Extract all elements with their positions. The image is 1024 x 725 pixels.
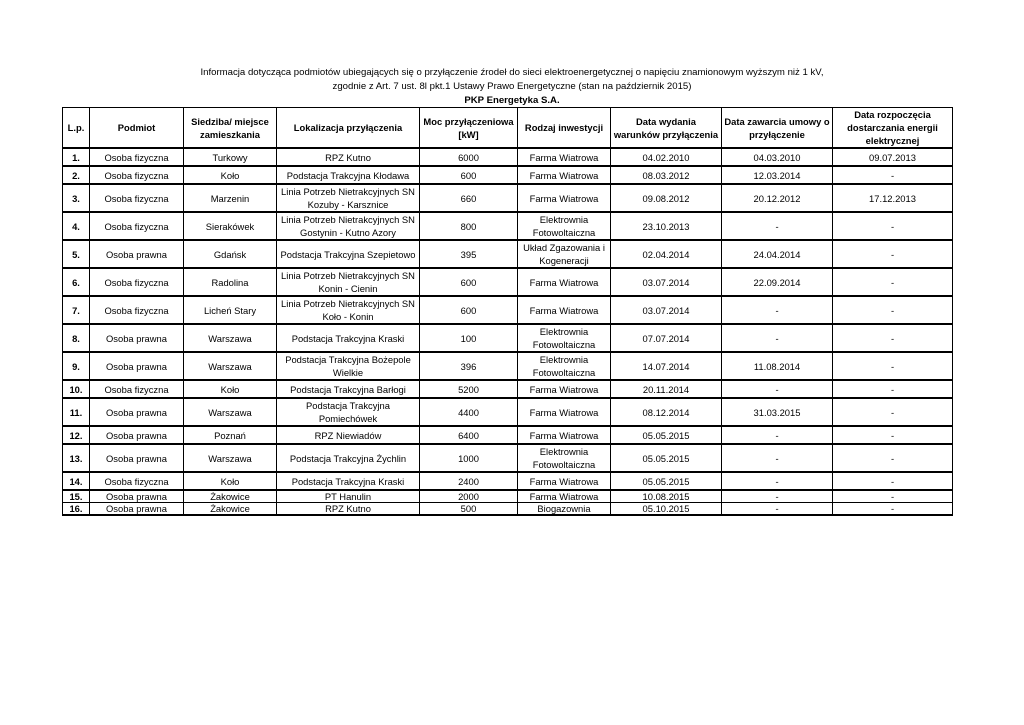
table-row [63, 296, 953, 324]
cell-moc: 6400 [420, 426, 518, 444]
cell-rodzaj: Farma Wiatrowa [518, 268, 611, 296]
cell-moc: 6000 [420, 148, 518, 166]
cell-data-warunkow: 07.07.2014 [611, 324, 722, 352]
cell-data-warunkow: 02.04.2014 [611, 240, 722, 268]
cell-data-umowy: - [722, 444, 833, 472]
col-header-moc: Moc przyłączeniowa [kW] [420, 108, 518, 149]
cell-siedziba: Sierakówek [184, 212, 277, 240]
cell-data-umowy: 22.09.2014 [722, 268, 833, 296]
cell-lp: 14. [63, 472, 90, 490]
cell-data-umowy: 20.12.2012 [722, 184, 833, 212]
cell-moc: 5200 [420, 380, 518, 398]
cell-rodzaj: Farma Wiatrowa [518, 398, 611, 426]
cell-lokalizacja: Podstacja Trakcyjna Barłogi [277, 380, 420, 398]
cell-lokalizacja: Linia Potrzeb Nietrakcyjnych SN Konin - Cienin [277, 268, 420, 296]
cell-lp: 12. [63, 426, 90, 444]
cell-data-umowy: - [722, 426, 833, 444]
cell-lokalizacja: Linia Potrzeb Nietrakcyjnych SN Kozuby - Karsznice [277, 184, 420, 212]
col-header-lokalizacja: Lokalizacja przyłączenia [277, 108, 420, 149]
cell-data-warunkow: 03.07.2014 [611, 296, 722, 324]
cell-moc: 500 [420, 503, 518, 516]
cell-lokalizacja: Linia Potrzeb Nietrakcyjnych SN Koło - Konin [277, 296, 420, 324]
cell-siedziba: Gdańsk [184, 240, 277, 268]
table-row [63, 503, 953, 516]
col-header-data-umowy: Data zawarcia umowy o przyłączenie [722, 108, 833, 149]
table-row [63, 444, 953, 472]
cell-lokalizacja: Podstacja Trakcyjna Pomiechówek [277, 398, 420, 426]
cell-data-umowy: 24.04.2014 [722, 240, 833, 268]
cell-podmiot: Osoba fizyczna [90, 380, 184, 398]
cell-lp: 10. [63, 380, 90, 398]
cell-moc: 396 [420, 352, 518, 380]
cell-lp: 6. [63, 268, 90, 296]
cell-rodzaj: Farma Wiatrowa [518, 166, 611, 184]
cell-podmiot: Osoba fizyczna [90, 148, 184, 166]
cell-data-warunkow: 08.03.2012 [611, 166, 722, 184]
cell-siedziba: Warszawa [184, 352, 277, 380]
cell-podmiot: Osoba prawna [90, 426, 184, 444]
cell-lokalizacja: Podstacja Trakcyjna Kłodawa [277, 166, 420, 184]
cell-data-dostarczania: - [833, 490, 953, 503]
cell-podmiot: Osoba fizyczna [90, 268, 184, 296]
cell-data-warunkow: 23.10.2013 [611, 212, 722, 240]
cell-data-dostarczania: - [833, 240, 953, 268]
cell-moc: 600 [420, 268, 518, 296]
cell-data-umowy: 11.08.2014 [722, 352, 833, 380]
cell-moc: 100 [420, 324, 518, 352]
cell-siedziba: Żakowice [184, 490, 277, 503]
cell-data-umowy: - [722, 324, 833, 352]
cell-rodzaj: Farma Wiatrowa [518, 148, 611, 166]
cell-data-warunkow: 20.11.2014 [611, 380, 722, 398]
document-subtitle: zgodnie z Art. 7 ust. 8l pkt.1 Ustawy Prawo Energetyczne (stan na październik 2015) [332, 81, 692, 92]
cell-moc: 2000 [420, 490, 518, 503]
cell-data-warunkow: 09.08.2012 [611, 184, 722, 212]
cell-lokalizacja: PT Hanulin [277, 490, 420, 503]
cell-rodzaj: Farma Wiatrowa [518, 426, 611, 444]
cell-rodzaj: Układ Zgazowania i Kogeneracji [518, 240, 611, 268]
cell-data-warunkow: 05.05.2015 [611, 472, 722, 490]
cell-siedziba: Licheń Stary [184, 296, 277, 324]
cell-rodzaj: Elektrownia Fotowoltaiczna [518, 444, 611, 472]
cell-podmiot: Osoba prawna [90, 444, 184, 472]
cell-podmiot: Osoba prawna [90, 398, 184, 426]
cell-siedziba: Koło [184, 380, 277, 398]
cell-lokalizacja: Podstacja Trakcyjna Bożepole Wielkie [277, 352, 420, 380]
cell-data-umowy: 12.03.2014 [722, 166, 833, 184]
cell-data-dostarczania: 09.07.2013 [833, 148, 953, 166]
cell-data-warunkow: 05.05.2015 [611, 444, 722, 472]
cell-data-umowy: 04.03.2010 [722, 148, 833, 166]
cell-data-warunkow: 05.10.2015 [611, 503, 722, 516]
cell-data-umowy: - [722, 212, 833, 240]
table-row [63, 148, 953, 166]
cell-lp: 15. [63, 490, 90, 503]
cell-data-umowy: - [722, 503, 833, 516]
cell-siedziba: Poznań [184, 426, 277, 444]
cell-siedziba: Marzenin [184, 184, 277, 212]
col-header-podmiot: Podmiot [90, 108, 184, 149]
cell-podmiot: Osoba prawna [90, 503, 184, 516]
cell-data-dostarczania: 17.12.2013 [833, 184, 953, 212]
table-row [63, 324, 953, 352]
cell-podmiot: Osoba fizyczna [90, 472, 184, 490]
cell-lp: 8. [63, 324, 90, 352]
cell-siedziba: Warszawa [184, 324, 277, 352]
table-row [63, 490, 953, 503]
cell-podmiot: Osoba prawna [90, 352, 184, 380]
cell-lp: 13. [63, 444, 90, 472]
cell-moc: 4400 [420, 398, 518, 426]
cell-moc: 395 [420, 240, 518, 268]
cell-lp: 1. [63, 148, 90, 166]
cell-data-warunkow: 08.12.2014 [611, 398, 722, 426]
cell-podmiot: Osoba prawna [90, 240, 184, 268]
cell-lp: 4. [63, 212, 90, 240]
table-row [63, 268, 953, 296]
cell-data-warunkow: 05.05.2015 [611, 426, 722, 444]
table-row [63, 212, 953, 240]
cell-data-warunkow: 14.07.2014 [611, 352, 722, 380]
table-row [63, 352, 953, 380]
cell-data-dostarczania: - [833, 444, 953, 472]
cell-data-dostarczania: - [833, 426, 953, 444]
cell-data-dostarczania: - [833, 324, 953, 352]
cell-moc: 600 [420, 166, 518, 184]
cell-rodzaj: Farma Wiatrowa [518, 380, 611, 398]
cell-siedziba: Żakowice [184, 503, 277, 516]
document-title: Informacja dotycząca podmiotów ubiegających się o przyłączenie źrodeł do sieci elektroenergetycznej o napięciu znamionowym wyższym niż 1 kV, [200, 67, 824, 78]
cell-lokalizacja: Podstacja Trakcyjna Kraski [277, 324, 420, 352]
cell-lokalizacja: Podstacja Trakcyjna Szepietowo [277, 240, 420, 268]
cell-data-warunkow: 03.07.2014 [611, 268, 722, 296]
cell-lokalizacja: RPZ Kutno [277, 503, 420, 516]
cell-podmiot: Osoba fizyczna [90, 184, 184, 212]
cell-rodzaj: Farma Wiatrowa [518, 184, 611, 212]
table-row [63, 472, 953, 490]
cell-moc: 660 [420, 184, 518, 212]
connections-table [62, 107, 953, 516]
table-row [63, 166, 953, 184]
cell-data-umowy: - [722, 472, 833, 490]
cell-lp: 16. [63, 503, 90, 516]
cell-lokalizacja: RPZ Kutno [277, 148, 420, 166]
table-header-row [63, 108, 953, 149]
cell-data-warunkow: 10.08.2015 [611, 490, 722, 503]
cell-data-umowy: - [722, 380, 833, 398]
cell-data-dostarczania: - [833, 166, 953, 184]
cell-data-umowy: - [722, 490, 833, 503]
cell-moc: 600 [420, 296, 518, 324]
cell-siedziba: Koło [184, 166, 277, 184]
cell-podmiot: Osoba prawna [90, 490, 184, 503]
cell-rodzaj: Elektrownia Fotowoltaiczna [518, 212, 611, 240]
cell-siedziba: Koło [184, 472, 277, 490]
cell-lp: 2. [63, 166, 90, 184]
cell-siedziba: Warszawa [184, 398, 277, 426]
cell-data-dostarczania: - [833, 472, 953, 490]
table-row [63, 380, 953, 398]
cell-podmiot: Osoba fizyczna [90, 212, 184, 240]
cell-podmiot: Osoba fizyczna [90, 166, 184, 184]
cell-rodzaj: Elektrownia Fotowoltaiczna [518, 352, 611, 380]
cell-lp: 11. [63, 398, 90, 426]
cell-moc: 800 [420, 212, 518, 240]
cell-rodzaj: Elektrownia Fotowoltaiczna [518, 324, 611, 352]
cell-moc: 1000 [420, 444, 518, 472]
col-header-siedziba: Siedziba/ miejsce zamieszkania [184, 108, 277, 149]
cell-data-dostarczania: - [833, 296, 953, 324]
cell-siedziba: Turkowy [184, 148, 277, 166]
cell-data-umowy: 31.03.2015 [722, 398, 833, 426]
cell-data-dostarczania: - [833, 352, 953, 380]
cell-lokalizacja: RPZ Niewiadów [277, 426, 420, 444]
cell-lokalizacja: Podstacja Trakcyjna Żychlin [277, 444, 420, 472]
cell-data-dostarczania: - [833, 503, 953, 516]
cell-podmiot: Osoba fizyczna [90, 296, 184, 324]
cell-siedziba: Radolina [184, 268, 277, 296]
col-header-data-warunkow: Data wydania warunków przyłączenia [611, 108, 722, 149]
cell-rodzaj: Farma Wiatrowa [518, 296, 611, 324]
cell-lokalizacja: Podstacja Trakcyjna Kraski [277, 472, 420, 490]
col-header-data-dostarczania: Data rozpoczęcia dostarczania energii elektrycznej [833, 108, 953, 149]
cell-data-dostarczania: - [833, 268, 953, 296]
cell-lp: 3. [63, 184, 90, 212]
cell-data-warunkow: 04.02.2010 [611, 148, 722, 166]
cell-data-umowy: - [722, 296, 833, 324]
col-header-lp: L.p. [63, 108, 90, 149]
table-row [63, 240, 953, 268]
cell-rodzaj: Biogazownia [518, 503, 611, 516]
cell-data-dostarczania: - [833, 398, 953, 426]
table-row [63, 398, 953, 426]
cell-rodzaj: Farma Wiatrowa [518, 472, 611, 490]
table-row [63, 426, 953, 444]
col-header-rodzaj: Rodzaj inwestycji [518, 108, 611, 149]
table-row [63, 184, 953, 212]
cell-rodzaj: Farma Wiatrowa [518, 490, 611, 503]
cell-lp: 5. [63, 240, 90, 268]
cell-moc: 2400 [420, 472, 518, 490]
cell-lokalizacja: Linia Potrzeb Nietrakcyjnych SN Gostynin - Kutno Azory [277, 212, 420, 240]
cell-siedziba: Warszawa [184, 444, 277, 472]
cell-lp: 9. [63, 352, 90, 380]
company-name: PKP Energetyka S.A. [464, 95, 560, 106]
cell-data-dostarczania: - [833, 212, 953, 240]
cell-lp: 7. [63, 296, 90, 324]
cell-podmiot: Osoba prawna [90, 324, 184, 352]
cell-data-dostarczania: - [833, 380, 953, 398]
